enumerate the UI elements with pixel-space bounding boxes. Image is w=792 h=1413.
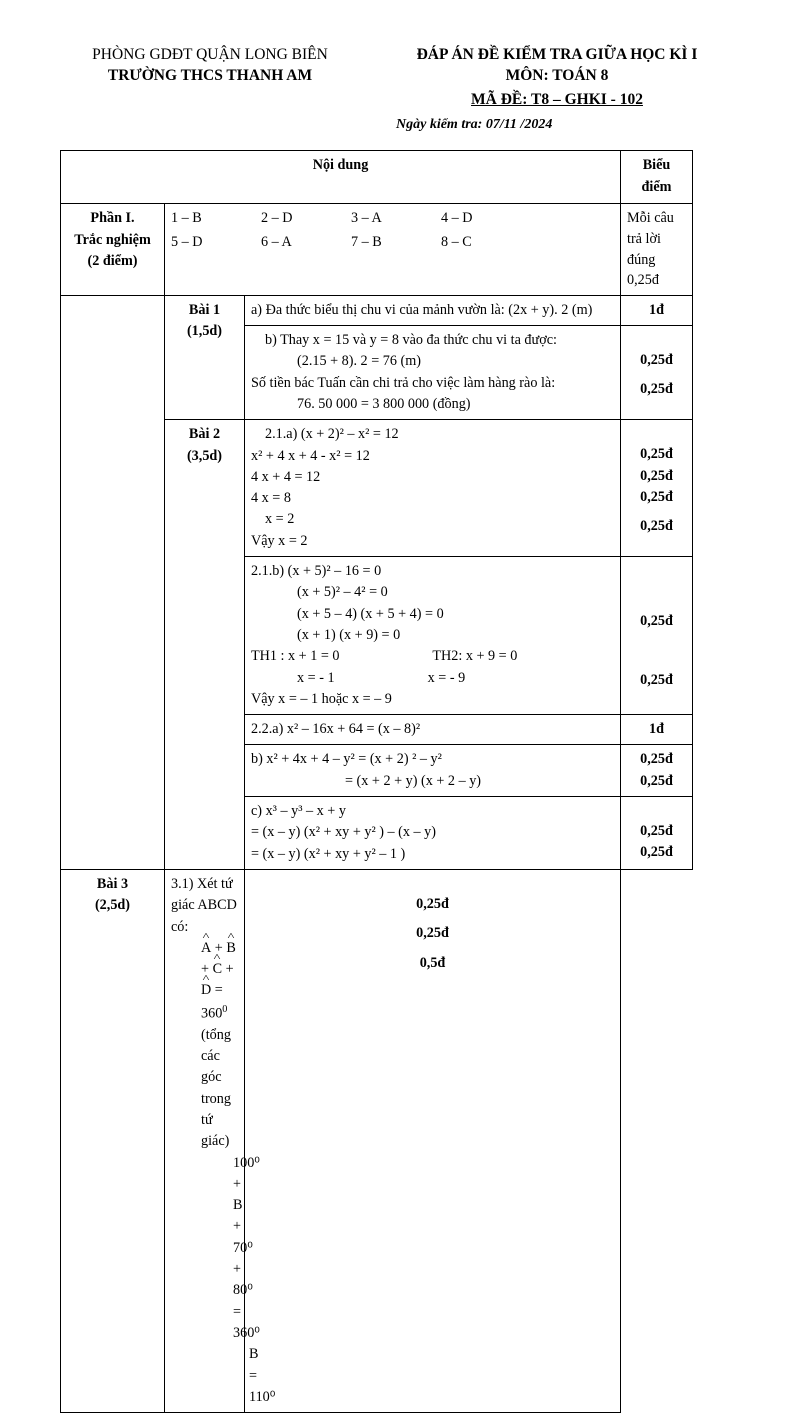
- subject-title: MÔN: TOÁN 8: [505, 67, 609, 85]
- school-info: [60, 44, 360, 87]
- bai2-block4: [245, 745, 621, 797]
- exam-info: [382, 44, 732, 134]
- table-row: [61, 869, 693, 1412]
- bai2-b2-line7: Vậy x = – 1 hoặc x = – 9: [251, 690, 392, 707]
- part1-score-line3: đúng: [627, 251, 656, 268]
- bai1-b-line1: b) Thay x = 15 và y = 8 vào đa thức chu vi ta được:: [265, 332, 557, 349]
- bai2-b2-line5: [251, 646, 614, 667]
- bai2-b4-line2: = (x + 2 + y) (x + 2 – y): [345, 772, 482, 789]
- bai2-b5-pt2: 0,25đ: [640, 844, 673, 861]
- part2-left-spacer: [61, 295, 165, 869]
- exam-code: MÃ ĐỀ: T8 – GHKI - 102: [471, 90, 643, 108]
- part1-label: [61, 204, 165, 295]
- bai2-b4-pt1: 0,25đ: [640, 751, 673, 768]
- department-name: PHÒNG GDĐT QUẬN LONG BIÊN: [92, 46, 328, 63]
- part1-score-line2: trả lời: [627, 231, 661, 248]
- bai2-b4-line1: b) x² + 4x + 4 – y² = (x + 2) ² – y²: [251, 751, 442, 768]
- bai2-b1-pt4: 0,25đ: [640, 518, 673, 535]
- bai2-block3: 2.2.a) x² – 16x + 64 = (x – 8)²: [245, 715, 621, 745]
- bai3-line2: ^ A + ^ B + ^ C + ^ $D = 360^0$ (tổng các góc trong tứ giác): [171, 938, 238, 1153]
- answer-1: 1 – B: [171, 210, 202, 227]
- bai2-block3-pts: 1đ: [621, 715, 693, 745]
- bai1-pts-b2: 0,25đ: [640, 381, 673, 398]
- bai1-pts-a: 1đ: [621, 295, 693, 325]
- bai2-b1-line2: x² + 4 x + 4 - x² = 12: [251, 447, 370, 464]
- bai3-pt1: 0,25đ: [416, 895, 449, 912]
- bai2-b1-line6: Vậy x = 2: [251, 532, 308, 549]
- bai3-label-line1: Bài 3: [96, 875, 129, 892]
- part1-label-line3: (2 điểm): [87, 253, 138, 270]
- bai1-label: [165, 295, 245, 419]
- bai2-block4-pts: [621, 745, 693, 797]
- answer-4: 4 – D: [441, 210, 473, 227]
- bai2-block2: [245, 557, 621, 715]
- bai3-line3: 100⁰ + B + 70⁰ + 80⁰ = 360⁰: [233, 1154, 260, 1341]
- bai2-b2-th2: TH2: x + 9 = 0: [432, 648, 518, 665]
- answers-row-1: [171, 208, 614, 229]
- answer-key-table: [60, 150, 693, 1413]
- bai3-line2-eq: = 360: [201, 982, 223, 1022]
- bai3-line4: B = 110⁰: [249, 1346, 276, 1405]
- bai2-b2-line1: 2.1.b) (x + 5)² – 16 = 0: [251, 563, 382, 580]
- bai2-b5-line3: = (x – y) (x² + xy + y² – 1 ): [251, 845, 406, 862]
- bai3-angle-b: ^ B: [226, 938, 235, 959]
- bai2-b2-th1: TH1 : x + 1 = 0: [251, 648, 340, 665]
- bai3-label-line2: (2,5d): [94, 897, 131, 914]
- answer-8: 8 – C: [441, 233, 472, 250]
- bai3-angle-a: ^ A: [201, 938, 211, 959]
- bai2-b2-line4: (x + 1) (x + 9) = 0: [297, 626, 401, 643]
- exam-date: Ngày kiểm tra: 07/11 /2024: [396, 117, 553, 133]
- header-bieu-diem: [621, 151, 693, 204]
- bai1-line-a: a) Đa thức biểu thị chu vi của mảnh vườn là: (2x + y). 2 (m): [245, 295, 621, 325]
- bai1-pts-b1: 0,25đ: [640, 352, 673, 369]
- bai3-line1: 3.1) Xét tứ giác ABCD có:: [171, 875, 237, 935]
- bai2-label-line2: (3,5d): [186, 447, 223, 464]
- bai2-b5-line1: c) x³ – y³ – x + y: [251, 803, 346, 820]
- bai2-b1-line5: x = 2: [265, 511, 295, 528]
- table-header-row: [61, 151, 693, 204]
- answer-3: 3 – A: [351, 210, 382, 227]
- bai1-label-line2: (1,5d): [186, 323, 223, 340]
- part1-score-line1: Mỗi câu: [627, 210, 674, 227]
- bai3-angle-c: ^ C: [213, 959, 222, 980]
- bai2-b1-line1: 2.1.a) (x + 2)² – x² = 12: [265, 426, 399, 443]
- part1-score-line4: 0,25đ: [627, 272, 659, 289]
- bai2-block5-pts: [621, 797, 693, 870]
- bai3-label: [61, 869, 165, 1412]
- bai2-label-line1: Bài 2: [188, 426, 221, 443]
- bai2-b5-line2: = (x – y) (x² + xy + y² ) – (x – y): [251, 824, 436, 841]
- bai1-b-line3: Số tiền bác Tuấn cần chi trả cho việc làm hàng rào là:: [251, 374, 556, 391]
- bai2-b2-pt2: 0,25đ: [640, 672, 673, 689]
- bai3-pt2: 0,25đ: [416, 925, 449, 942]
- bai3-line2-note: (tổng các góc trong tứ giác): [201, 1026, 231, 1150]
- answers-row-2: [171, 232, 614, 253]
- bai1-b-line4: 76. 50 000 = 3 800 000 (đồng): [297, 396, 471, 412]
- bai2-b5-pt1: 0,25đ: [640, 823, 673, 840]
- part1-answers: [165, 204, 621, 295]
- bai3-angle-d: ^ D: [201, 980, 211, 1001]
- bai2-block1-pts: [621, 420, 693, 557]
- bai3-pt3: 0,5đ: [419, 954, 446, 971]
- bai2-b2-line2: (x + 5)² – 4² = 0: [297, 584, 388, 601]
- table-row: [61, 295, 693, 325]
- answer-7: 7 – B: [351, 233, 382, 250]
- bai2-label: [165, 420, 245, 870]
- document-header: [60, 44, 732, 134]
- header-noi-dung: Nội dung: [61, 151, 621, 204]
- bai2-block2-pts: [621, 557, 693, 715]
- bai2-b2-line6: [251, 668, 614, 689]
- bai2-b2-pt1: 0,25đ: [640, 613, 673, 630]
- answer-2: 2 – D: [261, 210, 293, 227]
- header-bieu-diem-line1: Biểu: [642, 157, 671, 174]
- bai2-b2-line3: (x + 5 – 4) (x + 5 + 4) = 0: [297, 605, 444, 622]
- part1-score: [621, 204, 693, 295]
- bai2-b1-line4: 4 x = 8: [251, 490, 291, 507]
- answer-5: 5 – D: [171, 233, 203, 250]
- bai3-content: [165, 869, 276, 1412]
- bai2-b4-pt2: 0,25đ: [640, 772, 673, 789]
- bai2-block5: [245, 797, 621, 870]
- bai2-b1-pt3: 0,25đ: [640, 488, 673, 505]
- bai1-pts-b: [621, 326, 693, 420]
- bai2-b2-sol1: x = - 1: [297, 669, 335, 686]
- bai2-b1-line3: 4 x + 4 = 12: [251, 468, 321, 485]
- bai3-pts: [245, 869, 621, 1412]
- table-row: [61, 204, 693, 295]
- answer-6: 6 – A: [261, 233, 292, 250]
- bai2-block1: [245, 420, 621, 557]
- bai1-b-line2: (2.15 + 8). 2 = 76 (m): [297, 353, 421, 370]
- header-bieu-diem-line2: điểm: [641, 178, 672, 195]
- part1-label-line1: Phần I.: [90, 210, 135, 227]
- part1-label-line2: Trắc nghiệm: [74, 231, 151, 248]
- bai2-b1-pt1: 0,25đ: [640, 446, 673, 463]
- exam-title: ĐÁP ÁN ĐỀ KIỂM TRA GIỮA HỌC KÌ I: [416, 46, 698, 63]
- bai1-part-b: [245, 326, 621, 420]
- school-name: TRƯỜNG THCS THANH AM: [107, 67, 313, 85]
- bai1-label-line1: Bài 1: [188, 301, 221, 318]
- bai2-b1-pt2: 0,25đ: [640, 467, 673, 484]
- bai2-b2-sol2: x = - 9: [427, 669, 466, 686]
